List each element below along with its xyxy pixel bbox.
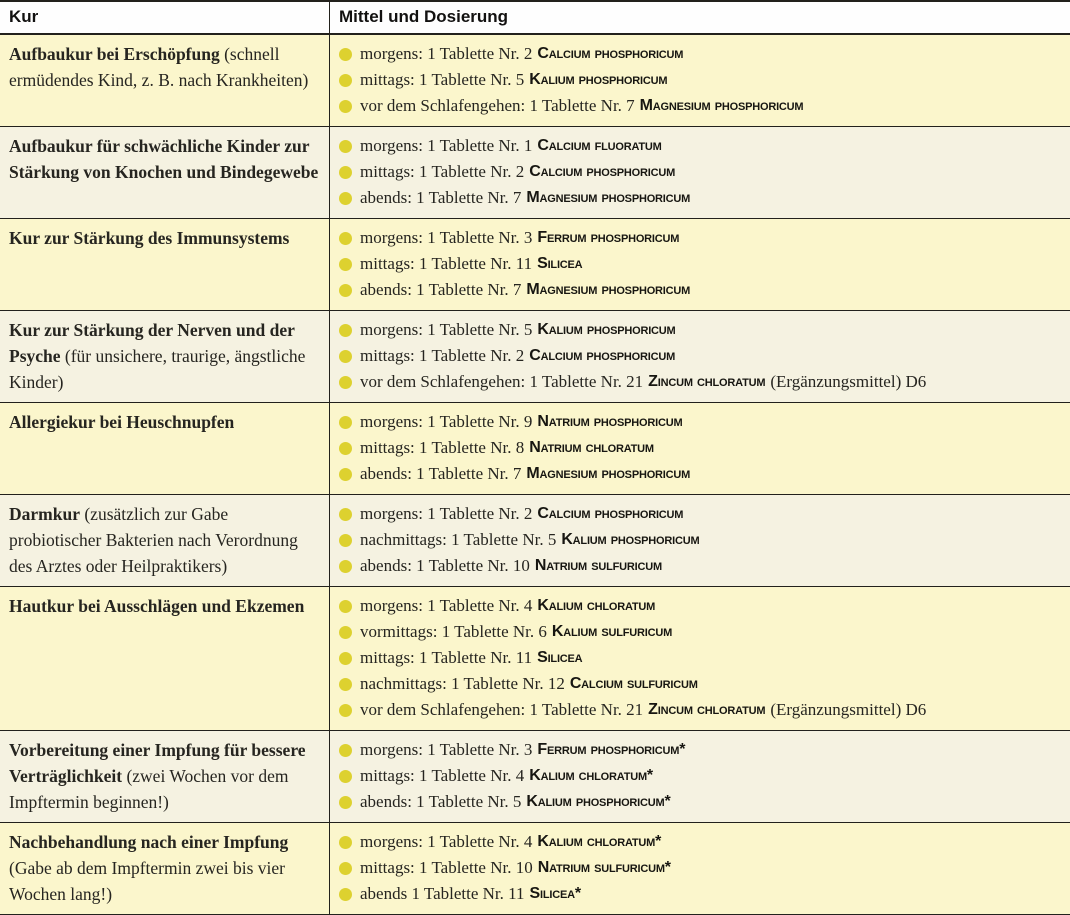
yellow-dot-icon [339, 862, 352, 875]
dose-time: morgens: 1 Tablette Nr. 3 [360, 740, 533, 759]
dose-line [339, 343, 1062, 369]
yellow-dot-icon [339, 652, 352, 665]
yellow-dot-icon [339, 836, 352, 849]
remedy-name: Calcium phosphoricum [529, 163, 676, 180]
dose-line [339, 277, 1062, 303]
dose-line [339, 435, 1062, 461]
kur-name: Nachbehandlung nach einer Impfung [9, 832, 289, 852]
remedy-name: Magnesium phosphoricum [526, 281, 691, 298]
dose-time: vor dem Schlafengehen: 1 Tablette Nr. 7 [360, 96, 635, 115]
table-row [0, 35, 1070, 127]
dosage-cell [330, 587, 1070, 730]
dose-line [339, 697, 1062, 723]
yellow-dot-icon [339, 48, 352, 61]
table-row [0, 823, 1070, 915]
dose-time: abends: 1 Tablette Nr. 7 [360, 188, 522, 207]
remedy-name: Magnesium phosphoricum [526, 465, 691, 482]
yellow-dot-icon [339, 416, 352, 429]
table-row [0, 219, 1070, 311]
kur-text [9, 829, 321, 907]
yellow-dot-icon [339, 468, 352, 481]
dose-time: morgens: 1 Tablette Nr. 2 [360, 44, 533, 63]
header-cell-mittel [330, 2, 1070, 33]
yellow-dot-icon [339, 376, 352, 389]
yellow-dot-icon [339, 192, 352, 205]
dose-time: morgens: 1 Tablette Nr. 4 [360, 596, 533, 615]
yellow-dot-icon [339, 324, 352, 337]
remedy-name: Kalium phosphoricum [537, 321, 676, 338]
remedy-name: Kalium phosphoricum [529, 71, 668, 88]
dosage-cell [330, 311, 1070, 402]
kur-text [9, 41, 321, 93]
remedy-name: Calcium phosphoricum [537, 45, 684, 62]
dosage-cell [330, 127, 1070, 218]
dose-time: morgens: 1 Tablette Nr. 9 [360, 412, 533, 431]
dose-line [339, 133, 1062, 159]
yellow-dot-icon [339, 704, 352, 717]
dose-line [339, 671, 1062, 697]
dose-line [339, 855, 1062, 881]
kur-cell [0, 403, 330, 494]
kur-name: Vorbereitung einer Impfung für bessere Verträglichkeit [9, 740, 306, 786]
kur-name: Aufbaukur bei Erschöpfung [9, 44, 220, 64]
dosage-cell [330, 731, 1070, 822]
dose-time: mittags: 1 Tablette Nr. 2 [360, 162, 525, 181]
yellow-dot-icon [339, 232, 352, 245]
kur-cell [0, 311, 330, 402]
dose-suffix: (Ergänzungsmittel) D6 [770, 372, 927, 391]
yellow-dot-icon [339, 166, 352, 179]
dose-time: morgens: 1 Tablette Nr. 1 [360, 136, 533, 155]
table-header-row [0, 2, 1070, 35]
kur-name: Aufbaukur für schwächliche Kinder zur Stärkung von Knochen und Bindegewebe [9, 136, 319, 182]
remedy-name: Calcium fluoratum [537, 137, 662, 154]
dose-time: abends: 1 Tablette Nr. 10 [360, 556, 530, 575]
kur-text [9, 225, 321, 251]
remedy-name: Zincum chloratum [648, 373, 766, 390]
dose-line [339, 225, 1062, 251]
dose-line [339, 185, 1062, 211]
kur-text [9, 133, 321, 185]
dose-time: abends: 1 Tablette Nr. 5 [360, 792, 522, 811]
dose-line [339, 317, 1062, 343]
remedy-name: Natrium sulfuricum [534, 557, 662, 574]
dose-time: morgens: 1 Tablette Nr. 2 [360, 504, 533, 523]
kur-text [9, 593, 321, 619]
table-row [0, 311, 1070, 403]
table-row [0, 495, 1070, 587]
kur-cell [0, 219, 330, 310]
dose-time: mittags: 1 Tablette Nr. 10 [360, 858, 533, 877]
dose-time: abends 1 Tablette Nr. 11 [360, 884, 525, 903]
dose-time: mittags: 1 Tablette Nr. 11 [360, 648, 533, 667]
kur-note: (Gabe ab dem Impftermin zwei bis vier Wochen lang!) [9, 858, 286, 904]
yellow-dot-icon [339, 508, 352, 521]
yellow-dot-icon [339, 350, 352, 363]
dose-line [339, 67, 1062, 93]
dose-line [339, 93, 1062, 119]
yellow-dot-icon [339, 888, 352, 901]
remedy-name: Kalium chloratum* [529, 767, 653, 784]
dose-time: nachmittags: 1 Tablette Nr. 12 [360, 674, 565, 693]
remedy-name: Natrium chloratum [529, 439, 654, 456]
remedy-name: Natrium sulfuricum* [537, 859, 671, 876]
remedy-name: Silicea [537, 649, 583, 666]
dose-time: morgens: 1 Tablette Nr. 4 [360, 832, 533, 851]
dose-time: nachmittags: 1 Tablette Nr. 5 [360, 530, 557, 549]
dose-line [339, 409, 1062, 435]
yellow-dot-icon [339, 534, 352, 547]
remedy-name: Calcium sulfuricum [569, 675, 698, 692]
kur-name: Allergiekur bei Heuschnupfen [9, 412, 235, 432]
dose-suffix: (Ergänzungsmittel) D6 [770, 700, 927, 719]
remedy-name: Calcium phosphoricum [537, 505, 684, 522]
dose-time: mittags: 1 Tablette Nr. 2 [360, 346, 525, 365]
remedy-name: Zincum chloratum [648, 701, 766, 718]
kur-name: Kur zur Stärkung der Nerven und der Psyche [9, 320, 295, 366]
table-body [0, 35, 1070, 915]
remedy-name: Silicea* [529, 885, 581, 902]
kur-text [9, 737, 321, 815]
table-row [0, 127, 1070, 219]
kur-cell [0, 731, 330, 822]
dose-time: morgens: 1 Tablette Nr. 5 [360, 320, 533, 339]
dose-line [339, 461, 1062, 487]
kur-cell [0, 35, 330, 126]
remedy-name: Kalium sulfuricum [551, 623, 673, 640]
dose-line [339, 593, 1062, 619]
dose-line [339, 41, 1062, 67]
remedy-name: Kalium phosphoricum [561, 531, 700, 548]
kur-text [9, 317, 321, 395]
remedy-name: Ferrum phosphoricum* [537, 741, 686, 758]
kur-note: (schnell ermüdendes Kind, z. B. nach Krankheiten) [9, 44, 309, 90]
dose-time: vormittags: 1 Tablette Nr. 6 [360, 622, 547, 641]
kur-note: (für unsichere, traurige, ängstliche Kinder) [9, 346, 306, 392]
remedy-name: Silicea [537, 255, 583, 272]
yellow-dot-icon [339, 140, 352, 153]
dose-line [339, 159, 1062, 185]
header-cell-kur [0, 2, 330, 33]
kur-cell [0, 587, 330, 730]
dosage-cell [330, 219, 1070, 310]
remedy-name: Ferrum phosphoricum [537, 229, 680, 246]
yellow-dot-icon [339, 560, 352, 573]
dose-time: vor dem Schlafengehen: 1 Tablette Nr. 21 [360, 700, 644, 719]
dose-time: mittags: 1 Tablette Nr. 8 [360, 438, 525, 457]
dose-line [339, 251, 1062, 277]
yellow-dot-icon [339, 796, 352, 809]
remedy-name: Calcium phosphoricum [529, 347, 676, 364]
dose-line [339, 645, 1062, 671]
column-header-mittel: Mittel und Dosierung [339, 7, 509, 26]
yellow-dot-icon [339, 74, 352, 87]
yellow-dot-icon [339, 626, 352, 639]
table-row [0, 587, 1070, 731]
kur-name: Hautkur bei Ausschlägen und Ekzemen [9, 596, 305, 616]
dosage-cell [330, 35, 1070, 126]
dose-line [339, 789, 1062, 815]
remedy-name: Magnesium phosphoricum [526, 189, 691, 206]
dosage-cell [330, 403, 1070, 494]
kur-note: (zusätzlich zur Gabe probiotischer Bakterien nach Verordnung des Arztes oder Heilpraktikers) [9, 504, 298, 576]
dose-line [339, 881, 1062, 907]
remedy-name: Kalium phosphoricum* [526, 793, 671, 810]
yellow-dot-icon [339, 744, 352, 757]
yellow-dot-icon [339, 770, 352, 783]
remedy-name: Kalium chloratum* [537, 833, 662, 850]
dose-line [339, 763, 1062, 789]
dose-line [339, 829, 1062, 855]
dosage-cell [330, 495, 1070, 586]
table-row [0, 403, 1070, 495]
dose-line [339, 501, 1062, 527]
dose-time: mittags: 1 Tablette Nr. 5 [360, 70, 525, 89]
remedy-name: Kalium chloratum [537, 597, 656, 614]
dose-time: morgens: 1 Tablette Nr. 3 [360, 228, 533, 247]
column-header-kur: Kur [9, 7, 39, 26]
kur-text [9, 409, 321, 435]
dose-time: mittags: 1 Tablette Nr. 11 [360, 254, 533, 273]
yellow-dot-icon [339, 258, 352, 271]
table-row [0, 731, 1070, 823]
dose-line [339, 737, 1062, 763]
dose-time: abends: 1 Tablette Nr. 7 [360, 280, 522, 299]
yellow-dot-icon [339, 678, 352, 691]
dose-time: mittags: 1 Tablette Nr. 4 [360, 766, 525, 785]
dose-line [339, 553, 1062, 579]
yellow-dot-icon [339, 100, 352, 113]
kur-cell [0, 495, 330, 586]
yellow-dot-icon [339, 442, 352, 455]
dose-line [339, 369, 1062, 395]
kur-name: Kur zur Stärkung des Immunsystems [9, 228, 290, 248]
remedy-name: Magnesium phosphoricum [639, 97, 804, 114]
dose-line [339, 619, 1062, 645]
dose-time: vor dem Schlafengehen: 1 Tablette Nr. 21 [360, 372, 644, 391]
yellow-dot-icon [339, 284, 352, 297]
kur-cell [0, 823, 330, 914]
kur-name: Darmkur [9, 504, 80, 524]
yellow-dot-icon [339, 600, 352, 613]
dose-line [339, 527, 1062, 553]
dose-time: abends: 1 Tablette Nr. 7 [360, 464, 522, 483]
kur-text [9, 501, 321, 579]
kur-cell [0, 127, 330, 218]
dosage-cell [330, 823, 1070, 914]
remedy-name: Natrium phosphoricum [537, 413, 683, 430]
kur-note: (zwei Wochen vor dem Impftermin beginnen!) [9, 766, 289, 812]
